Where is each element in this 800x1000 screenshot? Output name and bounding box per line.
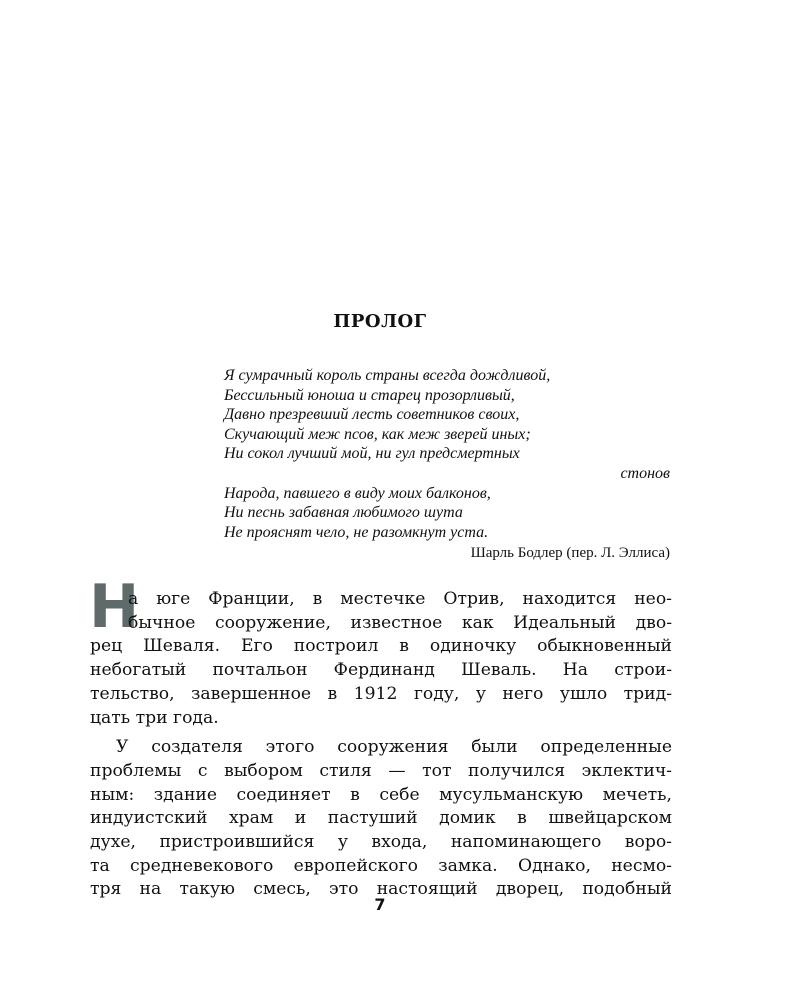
- text-line: бычное сооружение, известное как Идеальный дво-: [128, 612, 672, 633]
- text-line: проблемы с выбором стиля — тот получился эклектич-: [90, 760, 672, 781]
- epigraph: [224, 366, 670, 564]
- text-line: цать три года.: [90, 707, 219, 728]
- epigraph-line: Давно презревший лесть советников своих,: [224, 406, 520, 424]
- epigraph-line: Я сумрачный король страны всегда дождливой,: [224, 367, 551, 384]
- epigraph-line: стонов: [620, 464, 670, 482]
- text-line: ным: здание соединяет в себе мусульманскую мечеть,: [90, 784, 672, 805]
- epigraph-attribution: Шарль Бодлер (пер. Л. Эллиса): [470, 545, 670, 562]
- text-line: тря на такую смесь, это настоящий дворец, подобный: [90, 879, 672, 900]
- epigraph-line: Не прояснят чело, не разомкнут уста.: [224, 523, 489, 541]
- text-line: У создателя этого сооружения были определенные: [116, 737, 672, 758]
- text-line: небогатый почтальон Фердинанд Шеваль. На строи-: [90, 660, 672, 681]
- drop-cap-letter: Н: [89, 572, 140, 642]
- epigraph-line: Народа, павшего в виду моих балконов,: [224, 484, 491, 502]
- epigraph-line: Ни песнь забавная любимого шута: [224, 504, 463, 522]
- paragraph: [90, 588, 672, 730]
- text-line: тельство, завершенное в 1912 году, у него ушло трид-: [90, 683, 672, 704]
- epigraph-line: Скучающий меж псов, как меж зверей иных;: [224, 425, 531, 443]
- text-line: та средневекового европейского замка. Однако, несмо-: [90, 855, 672, 876]
- text-line: индуистский храм и пастуший домик в швейцарском: [90, 808, 672, 829]
- paragraph: [90, 736, 672, 902]
- page-number: 7: [374, 895, 386, 914]
- epigraph-line: Бессильный юноша и старец прозорливый,: [224, 386, 515, 404]
- epigraph-line: Ни сокол лучший мой, ни гул предсмертных: [224, 445, 520, 463]
- text-line: а юге Франции, в местечке Отрив, находится нео-: [128, 589, 672, 609]
- text-line: духе, пристроившийся у входа, напоминающего воро-: [90, 832, 672, 853]
- body-text: [90, 588, 672, 902]
- chapter-title: ПРОЛОГ: [333, 311, 427, 332]
- text-line: рец Шеваля. Его построил в одиночку обыкновенный: [90, 636, 672, 657]
